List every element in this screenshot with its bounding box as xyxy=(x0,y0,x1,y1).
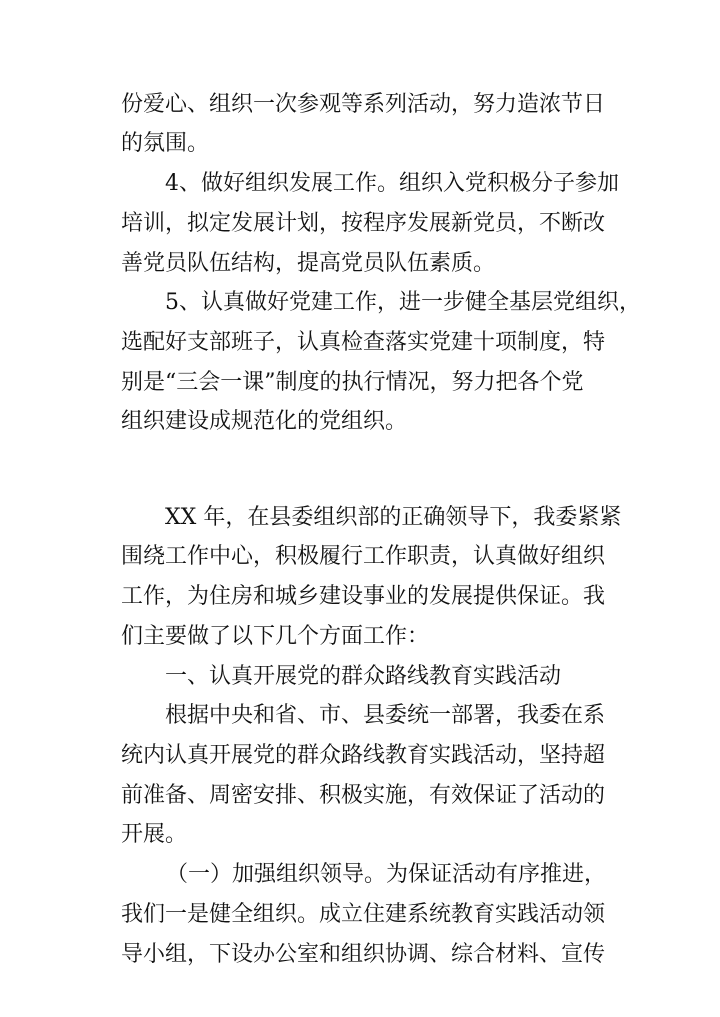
paragraph-line: 前准备、周密安排、积极实施，有效保证了活动的 xyxy=(121,783,606,808)
paragraph-line: 围绕工作中心，积极履行工作职责，认真做好组织 xyxy=(121,544,606,569)
paragraph-line: 统内认真开展党的群众路线教育实践活动，坚持超 xyxy=(121,743,606,768)
paragraph-line: 组织建设成规范化的党组织。 xyxy=(121,409,408,434)
paragraph-line: 们主要做了以下几个方面工作： xyxy=(121,624,430,649)
paragraph-line: 的氛围。 xyxy=(121,131,210,156)
paragraph-line: 选配好支部班子，认真检查落实党建十项制度，特 xyxy=(121,330,606,355)
paragraph-line: （一）加强组织领导。为保证活动有序推进， xyxy=(166,862,607,887)
paragraph-line: 别是“三会一课”制度的执行情况，努力把各个党 xyxy=(121,370,584,395)
paragraph-line: 我们一是健全组织。成立住建系统教育实践活动领 xyxy=(121,902,606,927)
paragraph-line: 4、做好组织发展工作。组织入党积极分子参加 xyxy=(165,171,619,196)
paragraph-line: 导小组，下设办公室和组织协调、综合材料、宣传 xyxy=(121,942,606,967)
paragraph-line: 5、认真做好党建工作，进一步健全基层党组织， xyxy=(165,290,641,315)
paragraph-line: 份爱心、组织一次参观等系列活动，努力造浓节日 xyxy=(121,92,606,117)
paragraph-line: 善党员队伍结构，提高党员队伍素质。 xyxy=(121,251,496,276)
paragraph-line: XX 年，在县委组织部的正确领导下，我委紧紧 xyxy=(165,505,622,530)
paragraph-line: 开展。 xyxy=(121,822,188,847)
section-heading: 一、认真开展党的群众路线教育实践活动 xyxy=(165,664,562,689)
paragraph-line: 培训，拟定发展计划，按程序发展新党员，不断改 xyxy=(121,211,606,236)
paragraph-line: 根据中央和省、市、县委统一部署，我委在系 xyxy=(165,703,606,728)
paragraph-line: 工作，为住房和城乡建设事业的发展提供保证。我 xyxy=(121,584,606,609)
